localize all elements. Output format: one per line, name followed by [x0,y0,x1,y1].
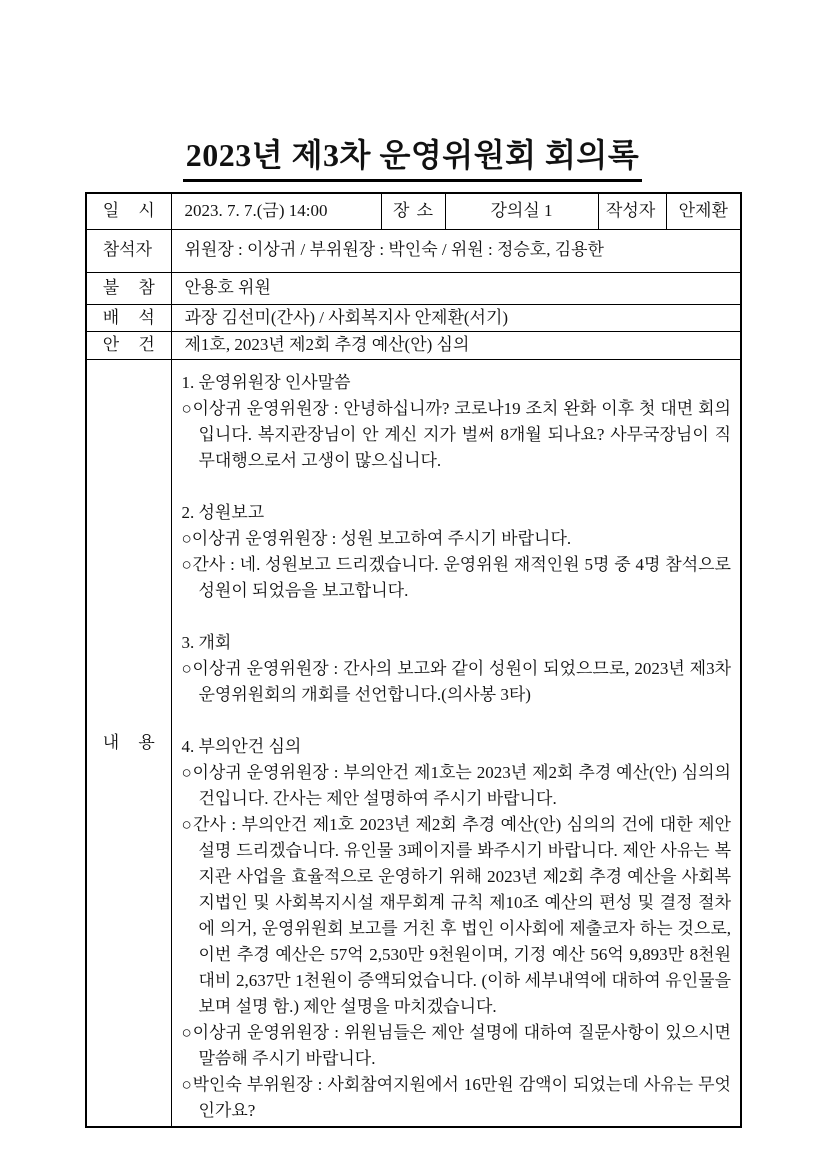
table-row-attendees [86,229,741,272]
agenda-value: 제1호, 2023년 제2회 추경 예산(안) 심의 [171,332,741,360]
paragraph-text: 간사 : 부의안건 제1호 2023년 제2회 추경 예산(안) 심의의 건에 대한 제안 설명 드리겠습니다. 유인물 3페이지를 봐주시기 바랍니다. 제안 사유는 복지관 사업을 효율적으로 운영하기 위해 2023년 제2회 추경 예산을 사회복지법인 및 사회복지시설 재무회계 규칙 제10조 예산의 편성 및 결정 절차에 의거, 운영위원회 보고를 거친 후 법인 이사회에 제출코자 하는 것으로, 이번 추경 예산은 57억 2,530만 9천원이며, 기정 예산 56억 9,893만 8천원 대비 2,637만 1천원이 증액되었습니다. (이하 세부내역에 대하여 유인물을 보며 설명 함.) 제안 설명을 마치겠습니다. [193,815,731,1017]
paragraph-text: 이상귀 운영위원장 : 안녕하십니까? 코로나19 조치 완화 이후 첫 대면 회의입니다. 복지관장님이 안 계신 지가 벌써 8개월 되나요? 사무국장님이 직무대행으로서 고생이 많으십니다. [192,399,731,471]
circle-bullet: ○ [181,1023,193,1043]
paragraph-text: 이상귀 운영위원장 : 간사의 보고와 같이 성원이 되었으므로, 2023년 제3차 운영위원회의 개회를 선언합니다.(의사봉 3타) [192,659,731,705]
agenda-label-cell [86,332,171,360]
table-row-agenda [86,332,741,360]
section-2-heading: 2. 성원보고 [181,503,265,523]
datetime-value: 2023. 7. 7.(금) 14:00 [171,193,381,229]
paragraph-text: 이상귀 운영위원장 : 성원 보고하여 주시기 바랍니다. [191,529,572,549]
table-row-observers [86,304,741,332]
section-4-heading: 4. 부의안건 심의 [181,737,302,757]
paragraph-text: 이상귀 운영위원장 : 위원님들은 제안 설명에 대하여 질문사항이 있으시면 말씀해 주시기 바랍니다. [192,1023,731,1069]
circle-bullet: ○ [181,399,193,419]
page-title-text: 2023년 제3차 운영위원회 회의록 [183,130,643,182]
minutes-paragraph [182,812,732,1020]
circle-bullet: ○ [181,815,194,835]
observers-label-cell [86,304,171,332]
attendees-label: 참석자 [102,240,153,260]
circle-bullet: ○ [181,763,193,783]
content-label: 내 용 [102,732,155,752]
minutes-table [85,192,742,1128]
minutes-section-3 [182,630,732,708]
circle-bullet: ○ [181,1075,193,1095]
circle-bullet: ○ [181,555,193,575]
table-row-datetime [86,193,741,229]
minutes-section-4 [182,734,732,1124]
table-row-content [86,360,741,1127]
section-1-heading: 1. 운영위원장 인사말씀 [181,373,351,393]
observers-value: 과장 김선미(간사) / 사회복지사 안제환(서기) [171,304,741,332]
agenda-label: 안 건 [102,335,155,355]
minutes-section-2 [182,500,732,604]
attendees-label-cell [86,229,171,272]
place-value: 강의실 1 [445,193,598,229]
minutes-paragraph [182,396,732,474]
writer-value: 안제환 [666,193,741,229]
writer-label-cell [598,193,666,229]
minutes-paragraph [182,656,732,708]
content-label-cell [86,360,171,1127]
section-3-heading: 3. 개회 [181,633,232,653]
minutes-content [182,370,732,1124]
attendees-value: 위원장 : 이상귀 / 부위원장 : 박인숙 / 위원 : 정승호, 김용한 [171,229,741,272]
datetime-label: 일 시 [102,200,155,220]
circle-bullet: ○ [181,529,192,549]
page-title [0,130,825,182]
paragraph-text: 간사 : 네. 성원보고 드리겠습니다. 운영위원 재적인원 5명 중 4명 참석으로 성원이 되었음을 보고합니다. [192,555,731,601]
content-cell [171,360,741,1127]
paragraph-text: 박인숙 부위원장 : 사회참여지원에서 16만원 감액이 되었는데 사유는 무엇인가요? [192,1075,731,1121]
circle-bullet: ○ [181,659,193,679]
absent-value: 안용호 위원 [171,272,741,304]
observers-label: 배 석 [102,307,155,327]
minutes-paragraph [182,552,732,604]
absent-label: 불 참 [102,277,155,297]
minutes-paragraph [182,526,732,552]
place-label-cell [381,193,445,229]
paragraph-text: 이상귀 운영위원장 : 부의안건 제1호는 2023년 제2회 추경 예산(안) 심의의 건입니다. 간사는 제안 설명하여 주시기 바랍니다. [192,763,731,809]
minutes-paragraph [182,1072,732,1124]
table-row-absent [86,272,741,304]
absent-label-cell [86,272,171,304]
writer-label: 작성자 [606,200,656,220]
minutes-paragraph [182,760,732,812]
datetime-label-cell [86,193,171,229]
minutes-section-1 [182,370,732,474]
minutes-paragraph [182,1020,732,1072]
place-label: 장 소 [393,200,433,220]
